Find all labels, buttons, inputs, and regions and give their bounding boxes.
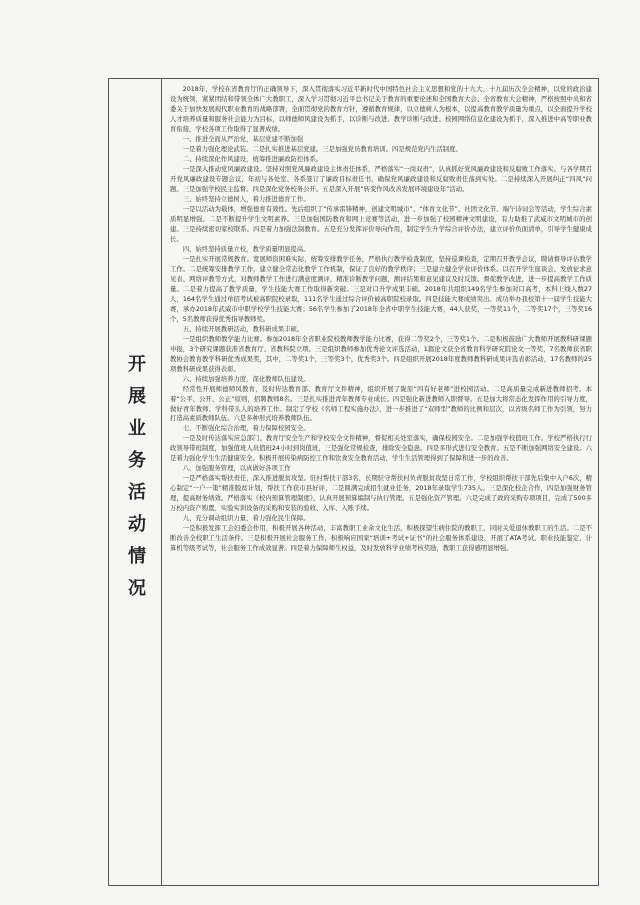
section-body: 经常性开展师德师风教育，及时传达教育部、教育厅文件精神，组织开展了陇原“四有好老师”进校园活动。二是高质量完成新进教师招考。本着“公平、公开、公正”原则，招聘教师8名。三是扎实推进青年教师专业成长。四是强化新进教师入职督导。五是加大将常态化发挥作用的引导力度，做好青年教师、学科带头人的培养工作。制定了学校《名师工程实施办法》，进一步推进了“双师型”教师的比例和层次，以省级名师工作为引领，努力打造高素质教师队伍。六是多种形式培养教师队伍。 (170, 385, 592, 423)
section-body: 一是深入推动党风廉政建设。坚持对照党风廉政建设主体责任体系，严格落实“一岗双责”，认真抓好党风廉政建设和反腐败工作落实。与各学期召开党风廉政建设专题会议，年初与各处室、各系签订了廉政目标责任书，确保党风廉政建设和反腐败责任落到实处。二是持续深入开展纠正“四风”问题。三是加强学校民主监督。四是深化党务校务公开。五是深入开展“转变作风改善发展环境建设年”活动。 (170, 165, 592, 193)
report-table (108, 78, 599, 886)
section-heading: 九、充分调动组织力量，着力强化民生保障。 (182, 515, 310, 523)
section-body: 一是积极发挥工会妇委会作用，积极开展各种活动，丰富教职工业余文化生活，积极探望生病住院的教职工，同时关爱退休教职工的生活。二是不断改善全校职工生活条件。三是积极开展社会服务工作，积极响应国家“培训+考试+证书”的社会服务体系建设，开展了ATA考试、职业技能鉴定、计算机等级考试等，社会服务工作成效显著。四是着力保障师生权益，及时发放科学业绩考核奖励，教职工获得感明显增强。 (170, 525, 592, 553)
section-heading: 七、不断强化综合治理，着力保障校园安全。 (182, 425, 310, 433)
section-heading: 三、始终坚持立德树人，着力推进德育工作。 (182, 195, 310, 203)
section-body: 一是以活动为载体，增强德育有效性。先后组织了“传承雷锋精神，创建文明城市”、“体育文化节”、社团文化节、端午诗词会等活动，学生综合素质明显增强。二是不断提升学生文明素养。三是加强国防教育和网上竞赛等活动，进一步加强了校园精神文明建设，有力助推了武威市文明城市的创建。三是持续密切家校联系。四是着力加强法制教育。五是充分发挥评价导向作用，制定学生升学综合评价办法，建立评价负面清单，引导学生健康成长。 (170, 205, 592, 243)
side-label-cell (109, 79, 162, 885)
section-heading: 二、持续深化作风建设，统筹推进廉政防控体系。 (182, 155, 323, 163)
section-body: 一是及时传达落实应急部门、教育厅安全生产和学校安全文件精神，督促相关处室落实，确保校园安全。二是加强学校值班工作。学校严格执行行政领导带班制度，加强值班人员值班24小时到岗值班，三是强化常规检查，排除安全隐患。四是多形式进行安全教育。五是不断加强网络安全建设。六是着力强化学生生活健康安全。积极开展传染病防控工作和饮食安全教育活动，学生生活管理得到了保障和进一步的改善。 (170, 435, 592, 463)
section-body: 一是组织教师教学能力比赛。参加2018年全省职业院校教师教学能力比赛，获得二等奖2个，三等奖1个。二是积极鼓励广大教师开展教科研课题申报，3个研究课题获准省教育厅、省教科院立项。三是组织教师参加优秀论文评选活动，1篇论文获全省教育科学研究院论文一等奖，7名教师获省职教协会教育教学科研优秀成果奖，其中，二等奖1个，三等奖3个，优秀奖3个。四是组织开展2018年度教师教科研成果评选表彰活动，17名教师的25项教科研成果获得表彰。 (170, 335, 592, 373)
side-title: 开展业务活动情况 (125, 354, 146, 610)
section-heading: 一、推进全面从严治党，基层党建不断加强 (182, 135, 304, 143)
section-heading: 六、持续加强培养力度，深化教师队伍建设。 (182, 375, 310, 383)
section-body: 一是严格落实帮扶责任，深入推进脱贫攻坚。驻村帮扶干部3名，长期驻守帮扶村负责脱贫攻坚日常工作，学校组织帮扶干部先后集中入户6次，精心制定“一户一策”精准脱贫计划，帮扶工作获市县好评，二是圆满完成招生就业任务，2018年录取学生735人。三是深化校企合作，四是加强财务管理，提高财务绩效。严格落实《校内预算管理制度》，认真开展预算编制与执行管理。五是强化资产管理。六是完成了政府采购专项项目，完成了500多万校内资产购置、实验实训设备的采购和安装的验收、入库、入账手续。 (170, 475, 592, 513)
intro-paragraph: 2018年，学校在省教育厅的正确领导下，深入贯彻落实习近平新时代中国特色社会主义思想和党的十九大、十九届历次全会精神，以党的政治建设为统领，紧紧团结和带领全体广大教职工，深入学习贯彻习近平总书记关于教育的重要论述和全国教育大会、全省教育大会精神，严格按照中央和省委关于加快发展现代职业教育的战略部署，全面贯彻党的教育方针，遵循教育规律，以立德树人为根本，以提高教育教学质量为重点，以全面提升学校人才培养质量和服务社会能力为目标，以师德师风建设为抓手，以诊断与改进、教学诊断与改进、校园网络信息化建设为抓手，深入推进中高等职业教育衔接，学校各项工作取得了显著成绩。 (170, 86, 592, 133)
section-heading: 五、持续开展教研活动，教科研成果丰硕。 (182, 325, 304, 333)
section-heading: 四、始终坚持质量立校，教学质量明显提高。 (182, 245, 310, 253)
section-body: 一是扎实开展常规教育。宽展师资困难实际，统筹安排教学任务，严格执行教学检查制度，坚持巡课检查，定期召开教学会议，聘请督导评估教学工作。二是统筹安排教学工作，建立健全常态化教学工作机制，保证了良好的教学秩序；三是建立健全学业评价体系。以召开学生座谈会、发放征求意见表、网络评教等方式，对教师教学工作进行满意度测评，精准诊断教学问题，测评结果和意见建议及时反馈。督促教学改进，进一步提高教学工作质量。二是着力提高了教学质量，学生技能大赛工作取得新突破。三是对口升学成果丰硕。2018年共组织149名学生参加对口高考，本科上线人数27人，164名学生通过单招考试被高职院校录取，111名学生通过综合评价被高职院校录取。四是技能大赛成绩突出。成功举办我校第十一届学生技能大赛，承办2018年武威市中职学校学生技能大赛；56名学生参加了2018年全省中职学生技能大赛，44人获奖，一等奖11个，二等奖17个，三等奖16个，5名教师获得优秀指导教师奖。 (170, 255, 592, 323)
section-heading: 八、加强服务管理，以真做好各项工作 (182, 465, 291, 473)
content-cell (162, 79, 598, 885)
section-body: 一是着力强化理论武装。二是扎实推进基层党建。三是加强党员教育培训。四是规范党内生活制度。 (182, 145, 462, 153)
